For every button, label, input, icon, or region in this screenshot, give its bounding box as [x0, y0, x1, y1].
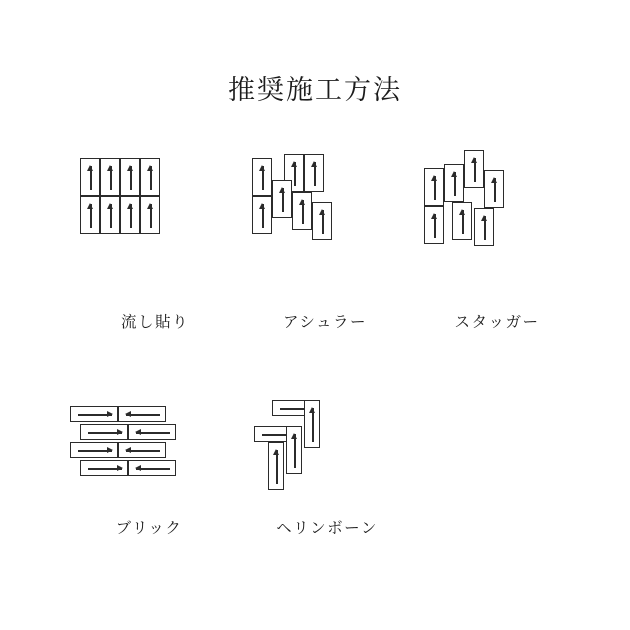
plank: [464, 150, 484, 188]
plank: [286, 426, 302, 474]
plank: [140, 196, 160, 234]
arrow-up-icon: [434, 214, 435, 238]
arrow-left-icon: [126, 450, 160, 451]
arrow-left-icon: [136, 432, 170, 433]
pattern-herringbone-label: ヘリンボーン: [276, 520, 378, 537]
arrow-up-icon: [294, 434, 295, 468]
plank: [272, 180, 292, 218]
arrow-up-icon: [130, 204, 131, 228]
arrow-up-icon: [454, 172, 455, 196]
plank: [70, 442, 118, 458]
arrow-up-icon: [294, 162, 295, 186]
pattern-ashlar-label: アシュラー: [282, 314, 368, 331]
plank: [304, 400, 320, 448]
plank: [118, 406, 166, 422]
plank: [70, 406, 118, 422]
arrow-up-icon: [262, 166, 263, 190]
plank: [80, 158, 100, 196]
arrow-up-icon: [90, 166, 91, 190]
pattern-brick: [64, 398, 234, 537]
arrow-up-icon: [150, 166, 151, 190]
plank: [452, 202, 472, 240]
plank: [120, 196, 140, 234]
page-title: 推奨施工方法: [228, 75, 402, 105]
plank: [118, 442, 166, 458]
arrow-up-icon: [110, 166, 111, 190]
arrow-right-icon: [78, 414, 112, 415]
pattern-herringbone: [242, 398, 412, 537]
arrow-up-icon: [494, 178, 495, 202]
arrow-up-icon: [90, 204, 91, 228]
pattern-brick-label: ブリック: [115, 520, 183, 537]
arrow-right-icon: [78, 450, 112, 451]
arrow-up-icon: [322, 210, 323, 234]
arrow-up-icon: [312, 408, 313, 442]
plank: [80, 460, 128, 476]
pattern-stagger-label: スタッガー: [454, 314, 540, 331]
arrow-up-icon: [282, 188, 283, 212]
plank: [484, 170, 504, 208]
arrow-up-icon: [302, 200, 303, 224]
plank: [292, 192, 312, 230]
plank: [312, 202, 332, 240]
plank: [268, 442, 284, 490]
plank: [252, 196, 272, 234]
plank: [140, 158, 160, 196]
plank: [424, 168, 444, 206]
arrow-left-icon: [126, 414, 160, 415]
plank: [304, 154, 324, 192]
arrow-right-icon: [88, 432, 122, 433]
plank: [444, 164, 464, 202]
arrow-up-icon: [276, 450, 277, 484]
arrow-right-icon: [88, 468, 122, 469]
arrow-up-icon: [130, 166, 131, 190]
arrow-up-icon: [434, 176, 435, 200]
arrow-up-icon: [110, 204, 111, 228]
arrow-up-icon: [262, 204, 263, 228]
plank: [80, 196, 100, 234]
plank: [252, 158, 272, 196]
pattern-ashlar-diagram: [240, 150, 410, 280]
pattern-brick-diagram: [64, 398, 234, 528]
pattern-nagashibari-diagram: [70, 150, 240, 280]
arrow-left-icon: [136, 468, 170, 469]
pattern-nagashibari: [70, 150, 240, 331]
plank: [474, 208, 494, 246]
plank: [80, 424, 128, 440]
pattern-stagger-diagram: [412, 150, 582, 280]
pattern-herringbone-diagram: [242, 398, 412, 528]
plank: [128, 424, 176, 440]
pattern-stagger: [412, 150, 582, 331]
plank: [100, 196, 120, 234]
pattern-ashlar: [240, 150, 410, 331]
arrow-up-icon: [474, 158, 475, 182]
plank: [424, 206, 444, 244]
plank: [120, 158, 140, 196]
plank: [100, 158, 120, 196]
arrow-up-icon: [462, 210, 463, 234]
arrow-up-icon: [314, 162, 315, 186]
pattern-nagashibari-label: 流し貼り: [120, 314, 189, 331]
plank: [128, 460, 176, 476]
arrow-up-icon: [150, 204, 151, 228]
arrow-up-icon: [484, 216, 485, 240]
